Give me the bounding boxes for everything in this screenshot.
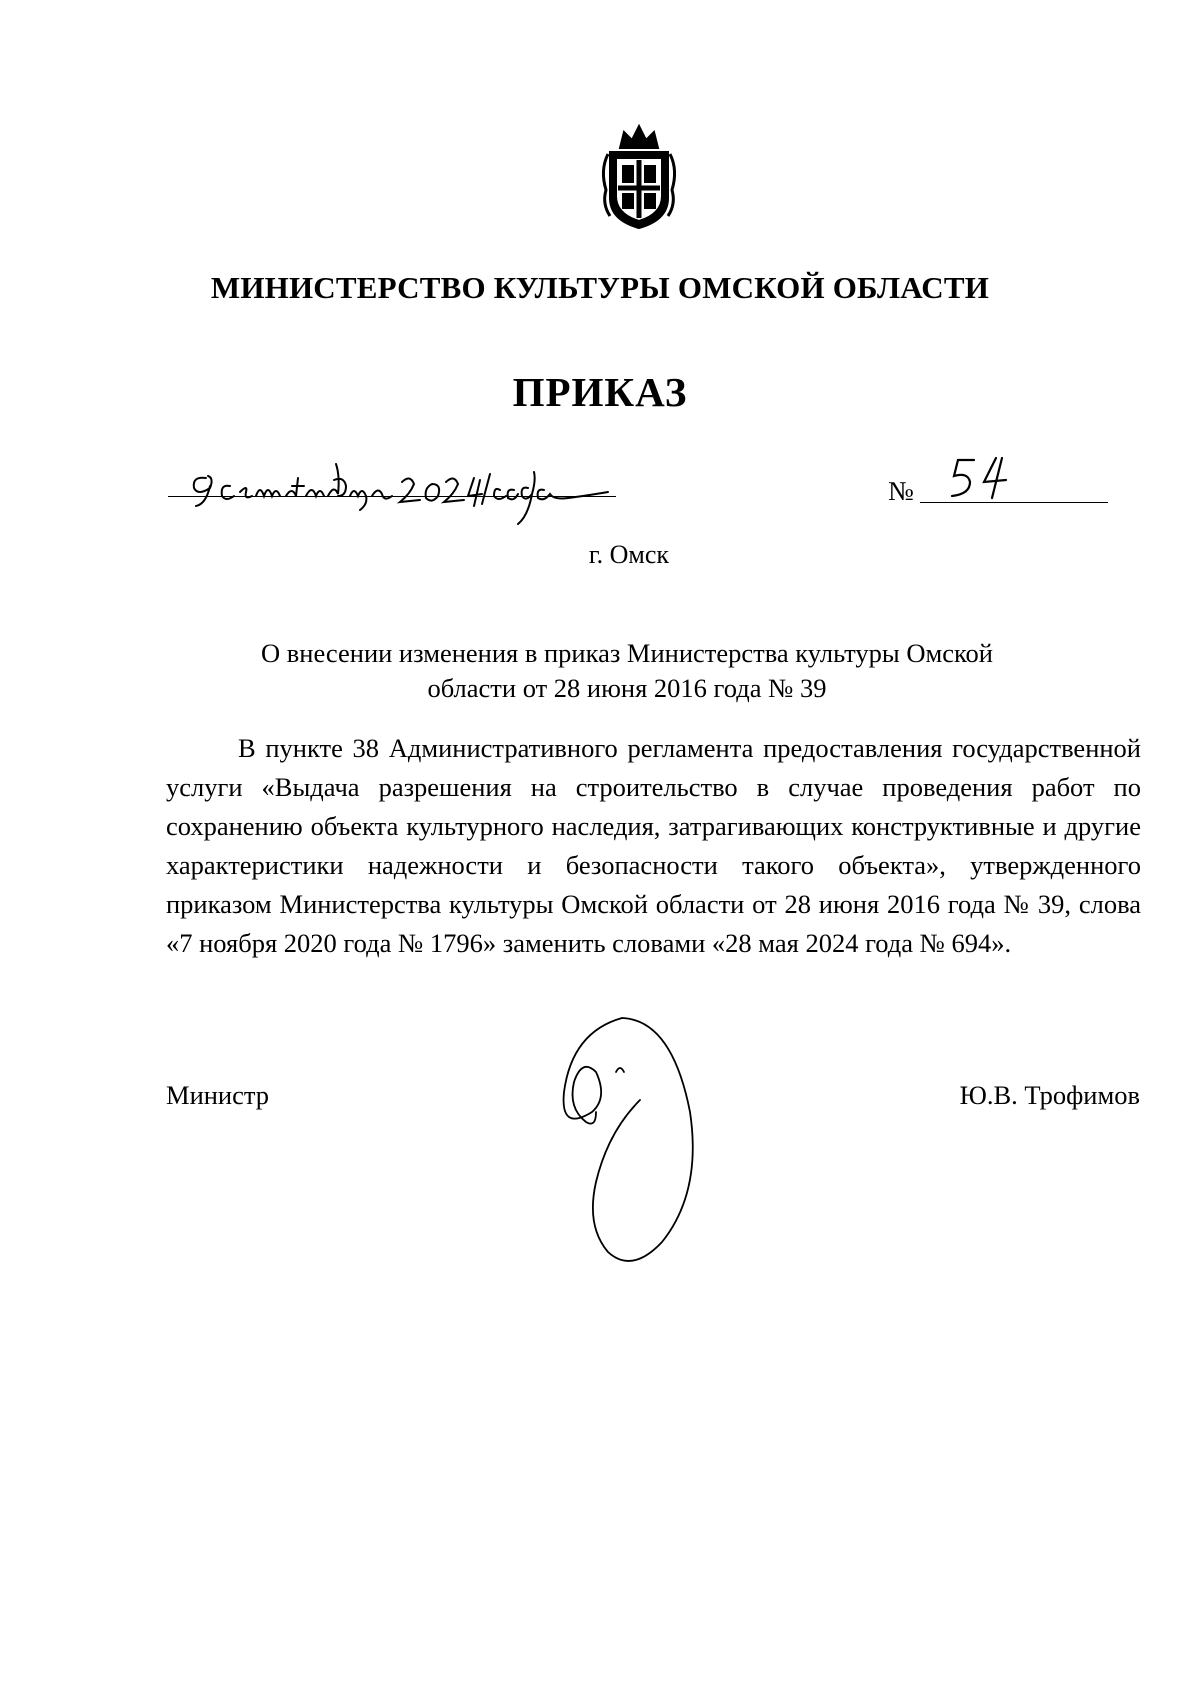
signer-position: Министр xyxy=(166,1080,270,1110)
city-label: г. Омск xyxy=(588,540,670,569)
subject-line-2: области от 28 июня 2016 года № 39 xyxy=(427,673,827,703)
order-subject xyxy=(0,636,1200,706)
subject-line-1: О внесении изменения в приказ Министерства культуры Омской xyxy=(261,638,993,668)
handwritten-signature-icon xyxy=(552,1012,712,1274)
handwritten-date xyxy=(188,456,628,536)
number-label: № xyxy=(888,476,914,506)
document-type-title: ПРИКАЗ xyxy=(512,369,688,415)
signer-name: Ю.В. Трофимов xyxy=(959,1080,1140,1110)
coat-of-arms-icon xyxy=(598,120,680,232)
order-body-paragraph: В пункте 38 Административного регламента предоставления государственной услуги «Выдача разрешения на строительство в случае проведения работ по сохранению объекта культурного наследия, затрагивающих конструктивные и другие характеристики надежности и безопасности такого объекта», утвержденного приказом Министерства культуры Омской области от 28 июня 2016 года № 39, слова «7 ноября 2020 года № 1796» заменить словами «28 мая 2024 года № 694». xyxy=(166,733,1141,958)
ministry-title: МИНИСТЕРСТВО КУЛЬТУРЫ ОМСКОЙ ОБЛАСТИ xyxy=(210,270,990,305)
handwritten-number xyxy=(944,452,1024,508)
